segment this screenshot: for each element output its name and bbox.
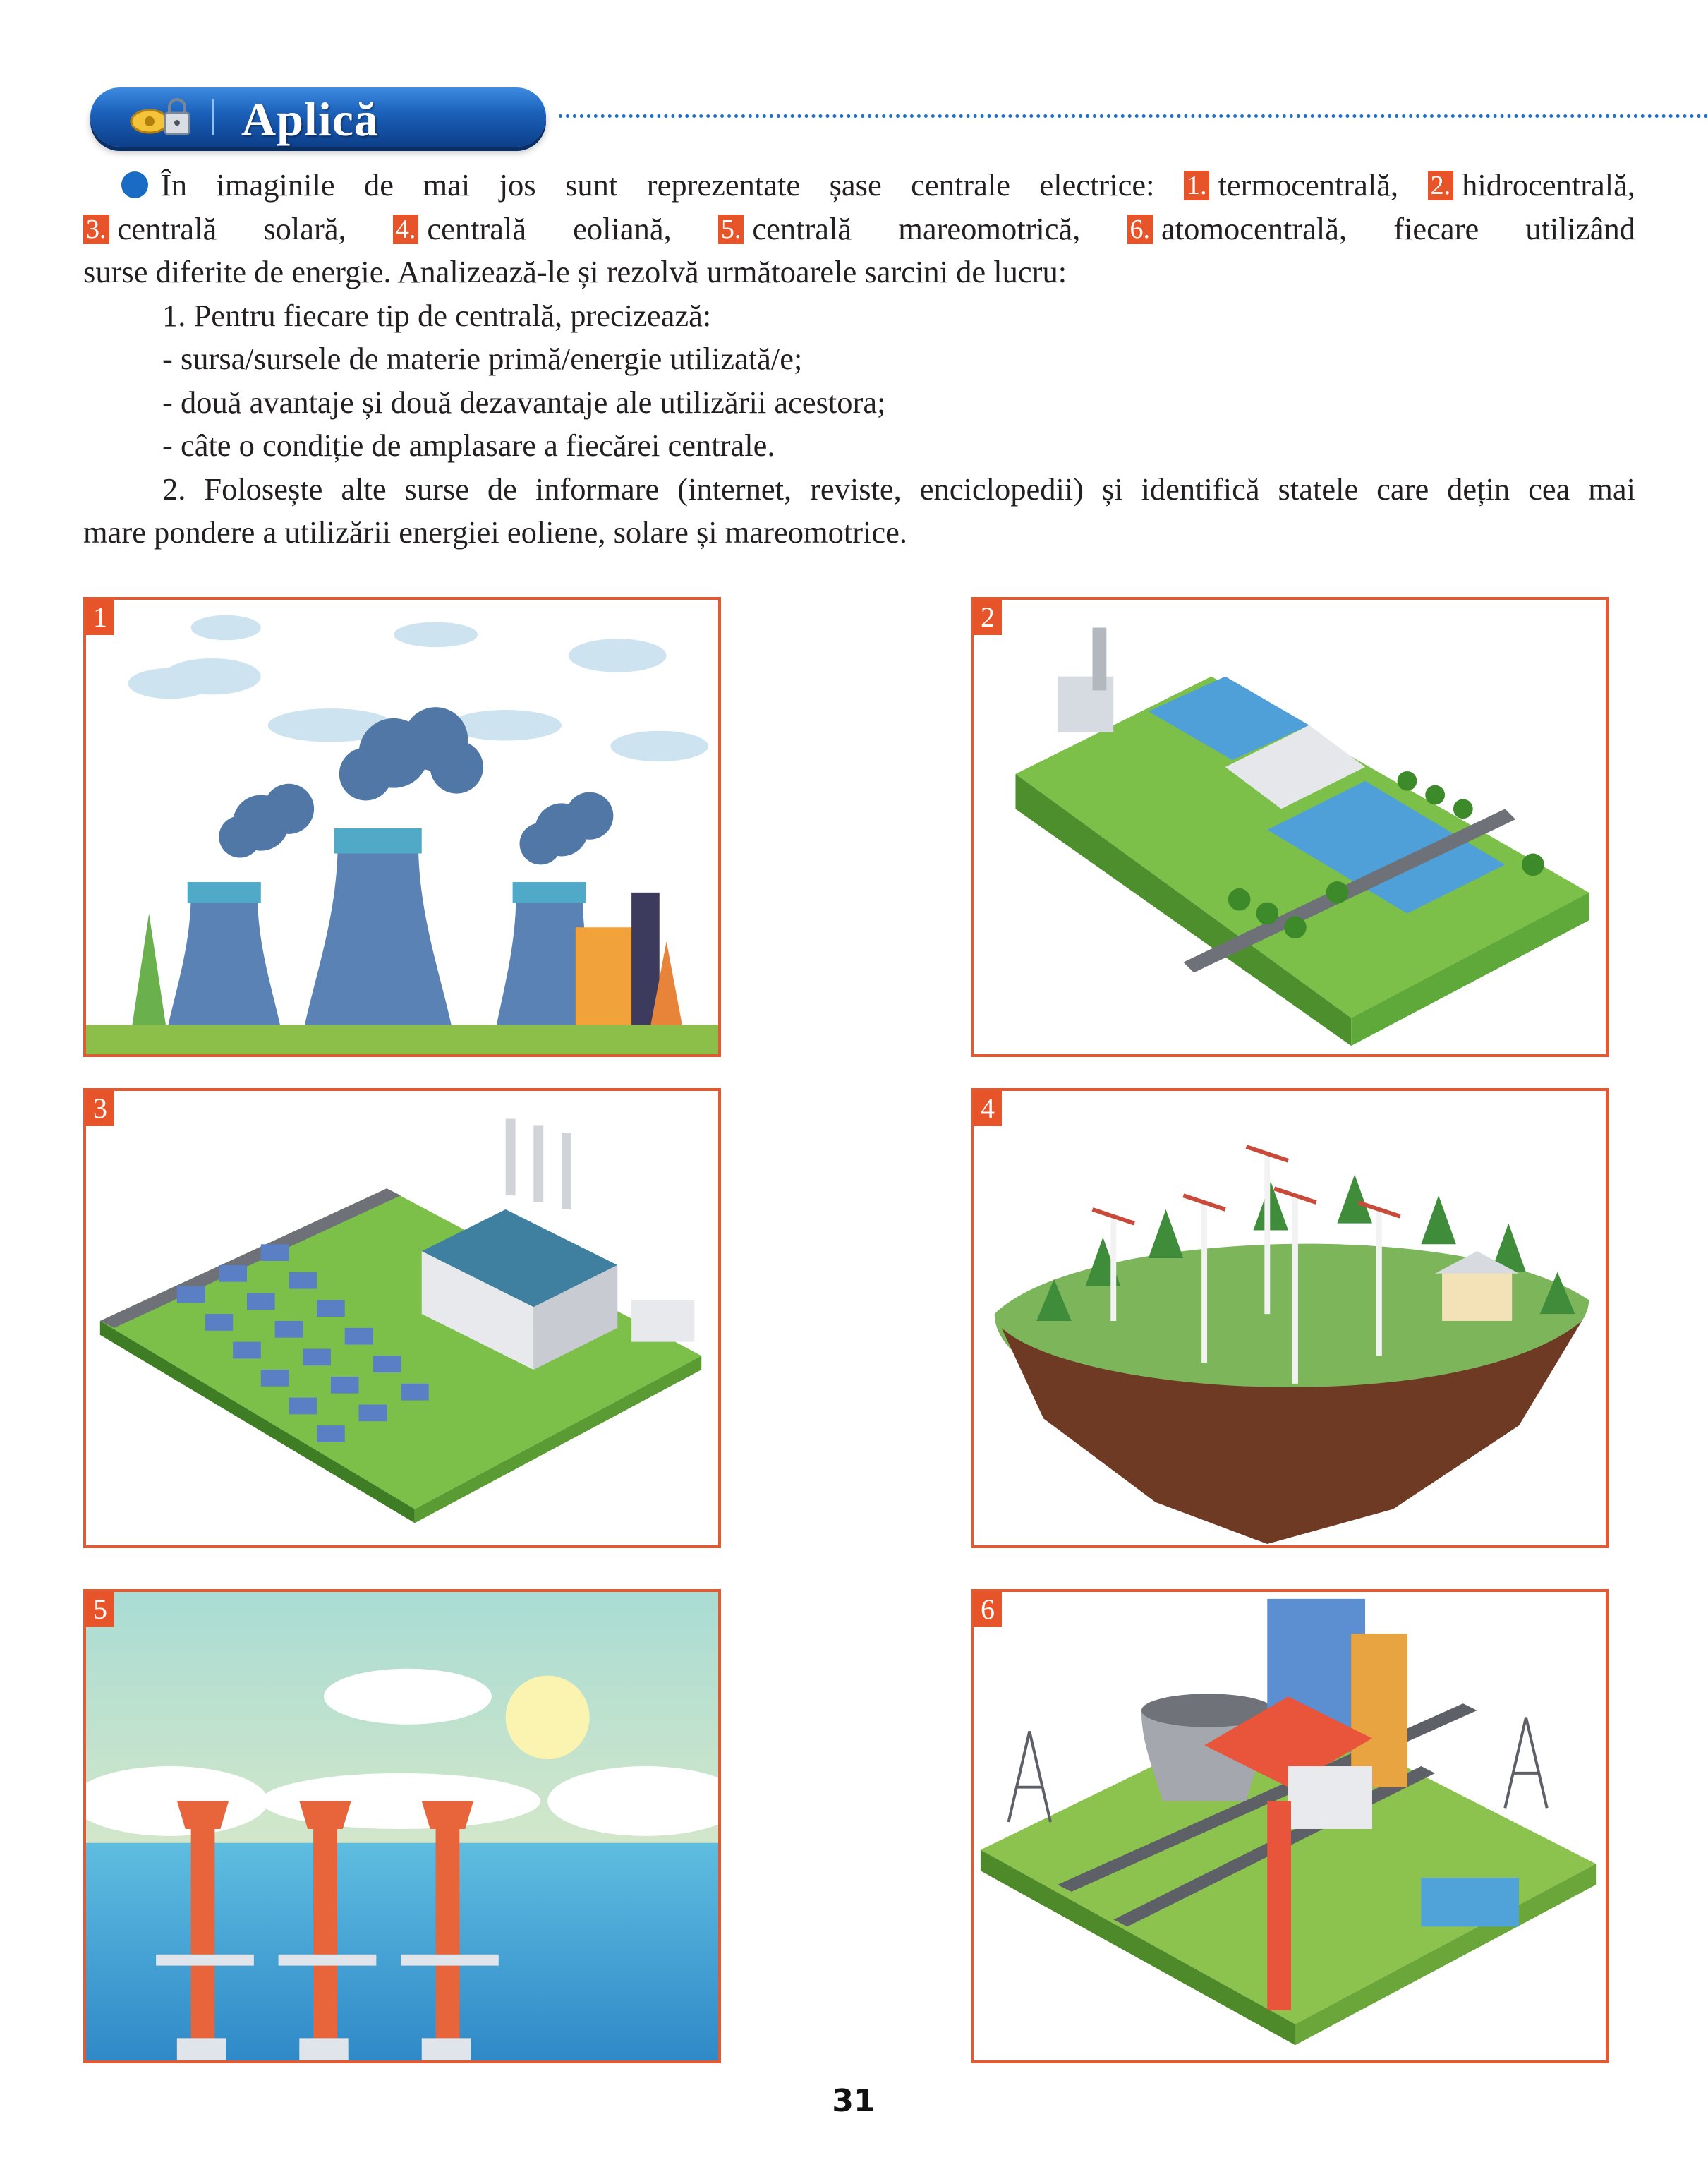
intro-line-3: surse diferite de energie. Analizează-le și rezolvă următoarele sarcini de lucru: — [83, 254, 1067, 289]
exercise-text — [83, 164, 1635, 555]
thermal-plant-illustration — [86, 600, 718, 1054]
task-1: 1. Pentru fiecare tip de centrală, precizează: — [162, 297, 712, 333]
panel-tidal-plant — [83, 1589, 721, 2063]
panel-hydro-plant — [971, 597, 1609, 1057]
pill-separator — [212, 99, 214, 135]
task-2-line-2: mare pondere a utilizării energiei eoliene, solare și mareomotrice. — [83, 514, 908, 550]
section-header — [83, 83, 1658, 154]
number-badge-5: 5. — [718, 215, 744, 244]
wind-plant-illustration — [974, 1091, 1606, 1545]
task-1-sub-2: - două avantaje și două dezavantaje ale utilizării acestora; — [162, 384, 886, 420]
number-badge-4: 4. — [393, 215, 419, 244]
panel-number: 6 — [974, 1592, 1002, 1627]
panel-solar-plant — [83, 1088, 721, 1548]
tidal-plant-illustration — [86, 1592, 718, 2060]
key-lock-icon — [121, 97, 199, 140]
task-1-sub-3: - câte o condiție de amplasare a fiecărei centrale. — [162, 428, 775, 463]
page-number: 31 — [832, 2083, 876, 2119]
task-2-line-1: 2. Folosește alte surse de informare (internet, reviste, enciclopedii) și identifică statele care dețin cea mai — [162, 471, 1635, 507]
solar-plant-illustration — [86, 1091, 718, 1545]
panel-number: 5 — [86, 1592, 114, 1627]
section-pill — [90, 87, 546, 147]
section-title: Aplică — [241, 92, 379, 146]
number-badge-2: 2. — [1428, 171, 1454, 200]
panel-wind-plant — [971, 1088, 1609, 1548]
intro-line-2: 3. centrală solară, 4. centrală eoliană, 5. centrală mareomotrică, 6. atomocentrală, fiecare utilizând — [83, 207, 1635, 251]
number-badge-3: 3. — [83, 215, 109, 244]
panel-number: 1 — [86, 600, 114, 635]
number-badge-6: 6. — [1127, 215, 1153, 244]
panel-number: 4 — [974, 1091, 1002, 1126]
task-1-sub-1: - sursa/sursele de materie primă/energie utilizată/e; — [162, 341, 803, 376]
header-dotted-line — [559, 114, 1708, 118]
nuclear-plant-illustration — [974, 1592, 1606, 2060]
hydro-plant-illustration — [974, 600, 1606, 1054]
number-badge-1: 1. — [1184, 171, 1210, 200]
panel-thermal-plant — [83, 597, 721, 1057]
panel-number: 3 — [86, 1091, 114, 1126]
panel-number: 2 — [974, 600, 1002, 635]
bullet-icon — [121, 171, 148, 198]
intro-line-1: În imaginile de mai jos sunt reprezentate șase centrale electrice: 1. termocentrală, 2. hidrocentrală, — [83, 164, 1635, 207]
panel-nuclear-plant — [971, 1589, 1609, 2063]
